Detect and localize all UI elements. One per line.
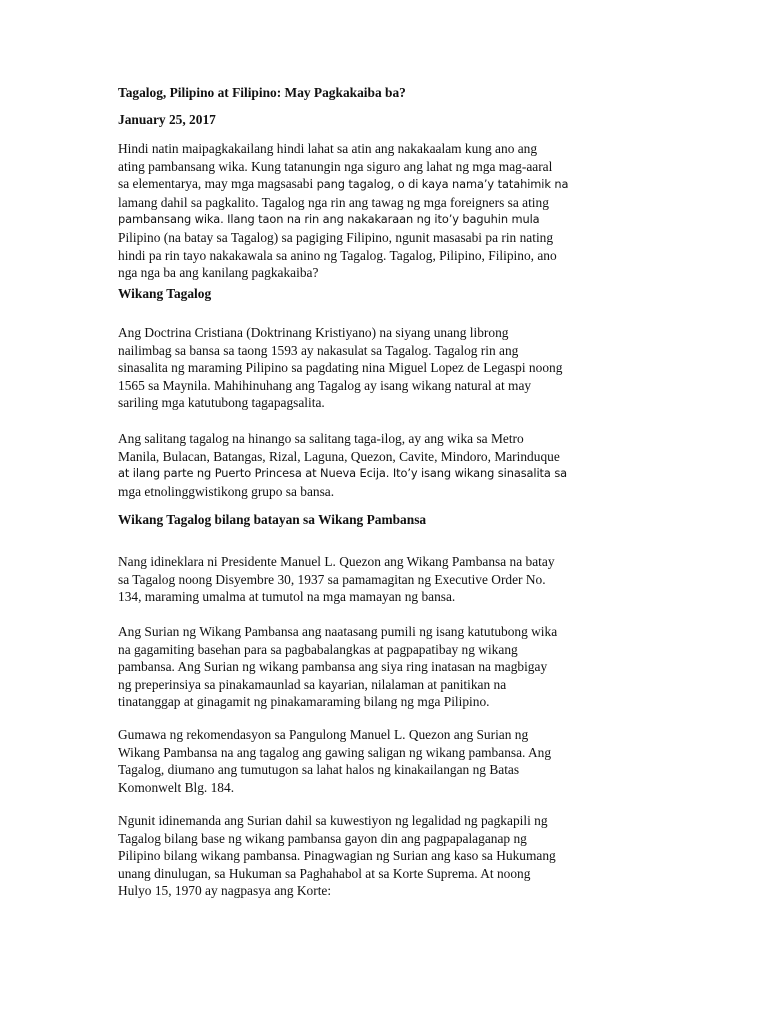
paragraph-line: Pilipino bilang wikang pambansa. Pinagwagian ng Surian ang kaso sa Hukumang (118, 848, 556, 864)
paragraph-line: tinatanggap at ginagamit ng pinakamaraming bilang ng mga Pilipino. (118, 694, 490, 710)
paragraph-line: nailimbag sa bansa sa taong 1593 ay nakasulat sa Tagalog. Tagalog rin ang (118, 342, 519, 358)
paragraph-line: pambansa. Ang Surian ng wikang pambansa ang siya ring inatasan na magbigay (118, 659, 548, 675)
paragraph-line: Nang idineklara ni Presidente Manuel L. Quezon ang Wikang Pambansa na batay (118, 554, 555, 569)
line-segment-alt-font: pang tagalog, o di kaya nama’y tatahimik na (316, 177, 569, 192)
paragraph-line: Ang salitang tagalog na hinango sa salitang taga-ilog, ay ang wika sa Metro (118, 431, 524, 446)
paragraph-line: mga etnolinggwistikong grupo sa bansa. (118, 483, 335, 499)
paragraph-line: Ngunit idinemanda ang Surian dahil sa kuwestiyon ng legalidad ng pagkapili ng (118, 813, 548, 828)
section1-paragraph-2 (118, 430, 658, 500)
line-segment: sa elementarya, may mga magsasabi (118, 176, 317, 192)
section2-paragraph-2 (118, 623, 658, 711)
paragraph-line: Manila, Bulacan, Batangas, Rizal, Laguna, Quezon, Cavite, Mindoro, Marinduque (118, 448, 560, 464)
paragraph-line: Wikang Pambansa na ang tagalog ang gawing saligan ng wikang pambansa. Ang (118, 744, 552, 760)
paragraph-line-alt-font: pambansang wika. Ilang taon na rin ang nakakaraan ng ito’y baguhin mula (118, 212, 540, 227)
section2-paragraph-4 (118, 812, 658, 900)
section1-paragraph-1 (118, 324, 658, 412)
paragraph-line: Ang Doctrina Cristiana (Doktrinang Kristiyano) na siyang unang librong (118, 325, 509, 340)
section2-paragraph-1 (118, 553, 658, 606)
heading-text: Wikang Tagalog bilang batayan sa Wikang Pambansa (118, 512, 427, 527)
document-date (118, 111, 658, 129)
paragraph-line: Hindi natin maipagkakailang hindi lahat sa atin ang nakakaalam kung ano ang (118, 141, 538, 156)
paragraph-line-alt-font: at ilang parte ng Puerto Princesa at Nueva Ecija. Ito’y isang wikang sinasalita sa (118, 466, 568, 481)
heading-text: Wikang Tagalog (118, 286, 212, 301)
paragraph-line: na gagamiting basehan para sa pagbabalangkas at pagpapatibay ng wikang (118, 641, 518, 657)
section2-paragraph-3 (118, 726, 658, 796)
paragraph-line: sinasalita ng maraming Pilipino sa pagdating nina Miguel Lopez de Legaspi noong (118, 360, 563, 376)
title-text: Tagalog, Pilipino at Filipino: May Pagkakaiba ba? (118, 85, 406, 100)
paragraph-line (118, 175, 658, 194)
document-title (118, 84, 658, 102)
date-text: January 25, 2017 (118, 112, 216, 127)
paragraph-line: lamang dahil sa pagkalito. Tagalog nga rin ang tawag ng mga foreigners sa ating (118, 194, 549, 210)
paragraph-line: sariling mga katutubong tagapagsalita. (118, 395, 325, 411)
intro-paragraph (118, 140, 658, 282)
paragraph-line: Hulyo 15, 1970 ay nagpasya ang Korte: (118, 883, 332, 899)
paragraph-line: sa Tagalog noong Disyembre 30, 1937 sa pamamagitan ng Executive Order No. (118, 571, 546, 587)
paragraph-line: hindi pa rin tayo nakakawala sa anino ng Tagalog. Tagalog, Pilipino, Filipino, ano (118, 247, 557, 263)
paragraph-line: ng preperinsiya sa pinakamaunlad sa kayarian, nilalaman at panitikan na (118, 676, 507, 692)
paragraph-line: Komonwelt Blg. 184. (118, 779, 235, 795)
paragraph-line: Tagalog, diumano ang tumutugon sa lahat halos ng kinakailangan ng Batas (118, 762, 520, 778)
paragraph-line: Tagalog bilang base ng wikang pambansa gayon din ang pagpapalaganap ng (118, 830, 527, 846)
paragraph-line: 134, maraming umalma at tumutol na mga mamayan ng bansa. (118, 589, 456, 605)
paragraph-line: Gumawa ng rekomendasyon sa Pangulong Manuel L. Quezon ang Surian ng (118, 727, 529, 742)
paragraph-line: 1565 sa Maynila. Mahihinuhang ang Tagalog ay isang wikang natural at may (118, 377, 532, 393)
paragraph-line: Pilipino (na batay sa Tagalog) sa pagiging Filipino, ngunit masasabi pa rin nating (118, 229, 554, 245)
paragraph-line: nga nga ba ang kanilang pagkakaiba? (118, 265, 319, 281)
section-heading-wikang-tagalog (118, 285, 658, 303)
paragraph-line: ating pambansang wika. Kung tatanungin nga siguro ang lahat ng mga mag-aaral (118, 158, 553, 174)
paragraph-line: Ang Surian ng Wikang Pambansa ang naatasang pumili ng isang katutubong wika (118, 624, 558, 639)
paragraph-line: unang dinulugan, sa Hukuman sa Paghahabol at sa Korte Suprema. At noong (118, 865, 531, 881)
section-heading-wikang-pambansa (118, 511, 658, 529)
